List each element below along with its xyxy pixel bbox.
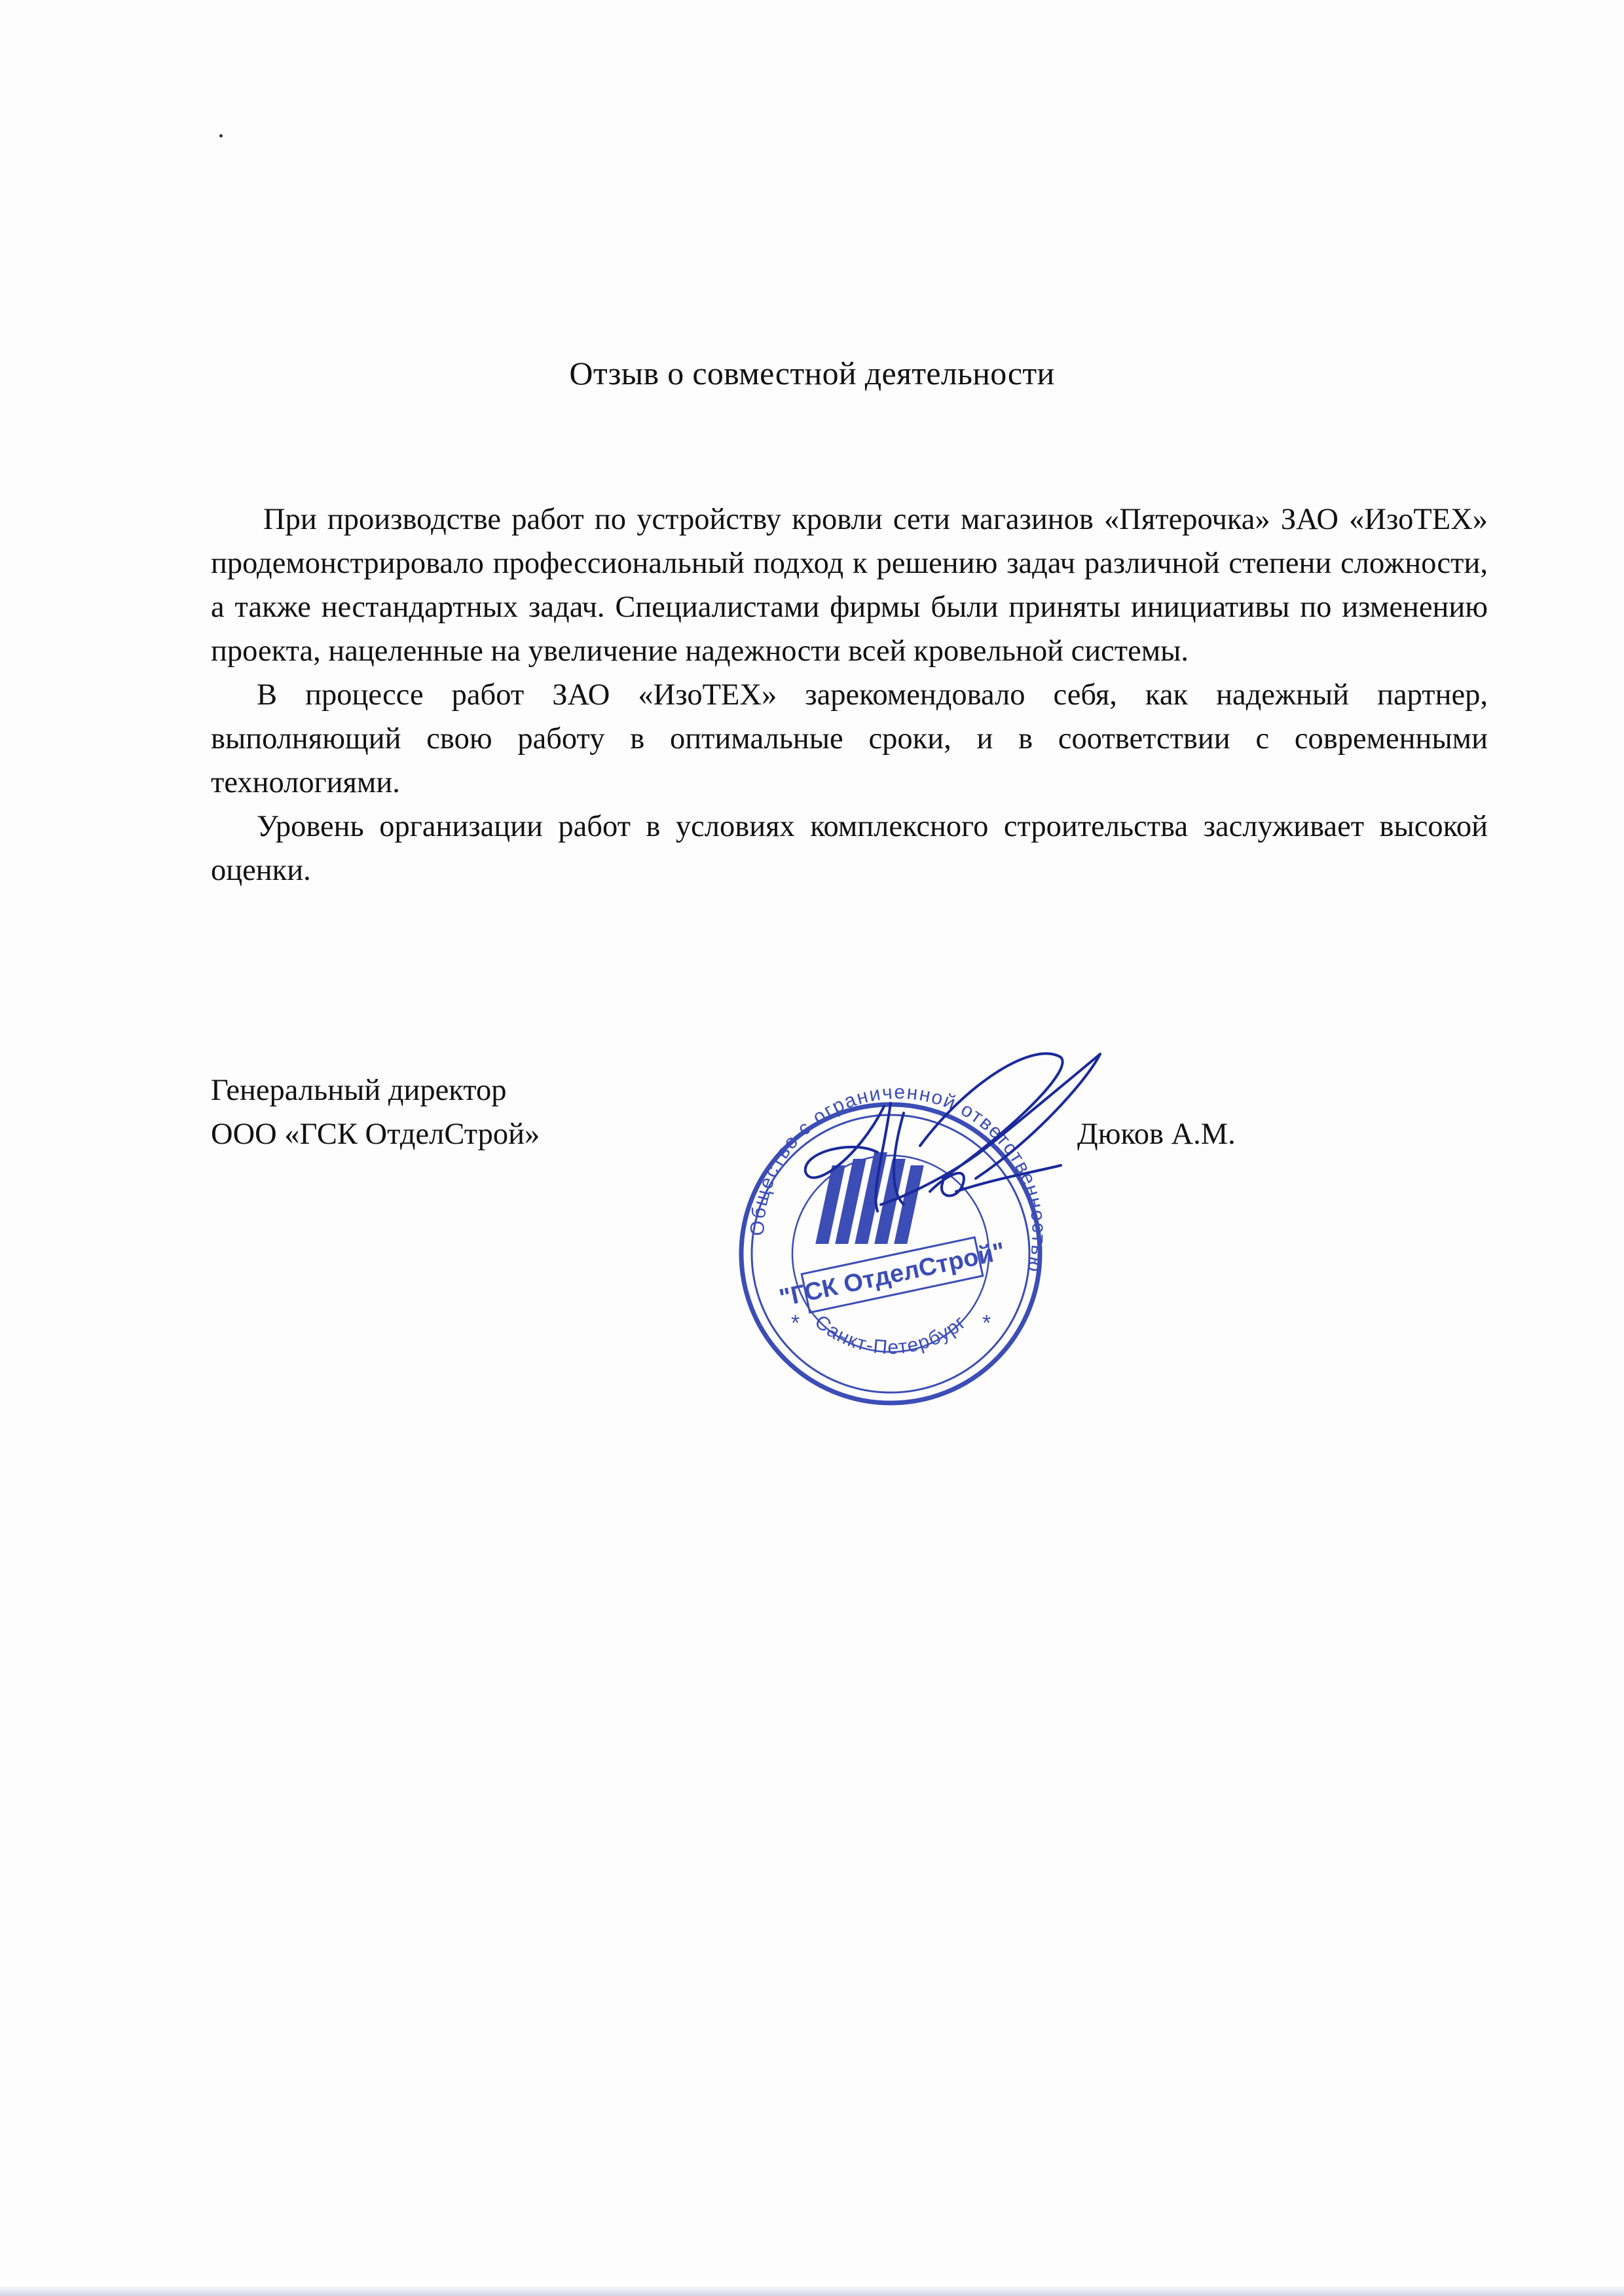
stamp-and-signature xyxy=(694,1041,1153,1408)
stamp-outer-text: Общество с ограниченной ответственностью xyxy=(747,1081,1050,1276)
company-stamp xyxy=(741,1082,1050,1403)
stamp-logo xyxy=(815,1152,927,1244)
document-title: Отзыв о совместной деятельности xyxy=(569,355,1055,392)
paragraph-3: Уровень организации работ в условиях комплексного строительства заслуживает высокой оценки. xyxy=(211,810,1488,887)
document-body xyxy=(211,498,1488,892)
scan-speck xyxy=(219,134,223,137)
stamp-city-text: Санкт-Петербург xyxy=(810,1311,971,1359)
stamp-svg xyxy=(694,1041,1153,1408)
signatory-title-block xyxy=(211,1068,540,1156)
stamp-star-left: * xyxy=(791,1311,800,1336)
stamp-star-right: * xyxy=(982,1311,991,1336)
stamp-center-text: "ГСК ОтделСтрой" xyxy=(777,1237,1008,1313)
paragraph-1: При производстве работ по устройству кровли сети магазинов «Пятерочка» ЗАО «ИзоТЕХ» продемонстрировало профессиональный подход к решению задач различной степени сложности, а также нестандартных задач. Специалистами фирмы были приняты инициативы по изменению проекта, нацеленные на увеличение надежности всей кровельной системы. xyxy=(211,503,1488,668)
signatory-name: Дюков А.М. xyxy=(1077,1118,1236,1151)
signatory-position: Генеральный директор xyxy=(211,1074,507,1107)
paragraph-2: В процессе работ ЗАО «ИзоТЕХ» зарекомендовало себя, как надежный партнер, выполняющий свою работу в оптимальные сроки, и в соответствии с современными технологиями. xyxy=(211,678,1488,799)
signatory-organization: ООО «ГСК ОтделСтрой» xyxy=(211,1118,540,1151)
scan-bottom-edge xyxy=(0,2285,1624,2296)
